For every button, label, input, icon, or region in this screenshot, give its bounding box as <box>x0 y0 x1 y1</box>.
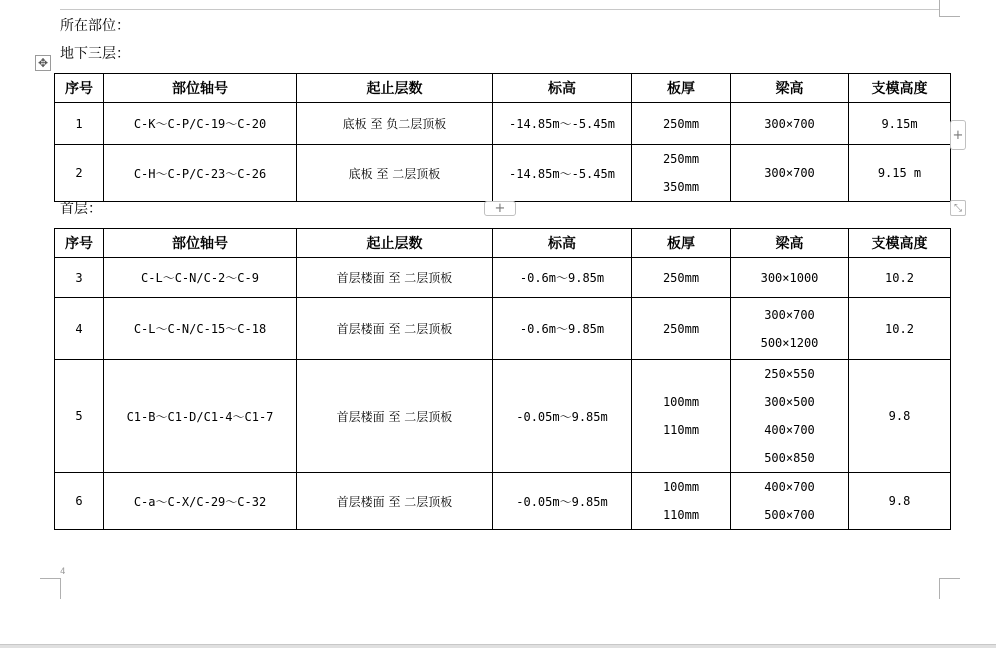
row-height: 9.8 <box>849 360 951 473</box>
row-height: 9.15 m <box>849 145 951 202</box>
row-elevation: -0.6m～9.85m <box>493 258 632 298</box>
row-no: 2 <box>55 145 104 202</box>
table-row <box>55 298 951 360</box>
table-row <box>55 145 951 202</box>
row-elevation: -14.85m～-5.45m <box>493 103 632 145</box>
row-floors: 首层楼面 至 二层顶板 <box>297 298 493 360</box>
row-elevation: -0.05m～9.85m <box>493 473 632 530</box>
row-height: 10.2 <box>849 298 951 360</box>
page-corner-marker-bottom-right <box>939 578 960 599</box>
col-header-floors: 起止层数 <box>297 74 493 103</box>
row-floors: 底板 至 二层顶板 <box>297 145 493 202</box>
col-header-beam: 梁高 <box>731 74 849 103</box>
row-floors: 首层楼面 至 二层顶板 <box>297 258 493 298</box>
col-header-slab: 板厚 <box>632 229 731 258</box>
row-elevation: -0.05m～9.85m <box>493 360 632 473</box>
row-height: 9.15m <box>849 103 951 145</box>
col-header-elevation: 标高 <box>493 229 632 258</box>
col-header-elevation: 标高 <box>493 74 632 103</box>
page-corner-marker-bottom-left <box>40 578 61 599</box>
row-axis: C-H～C-P/C-23～C-26 <box>104 145 297 202</box>
col-header-no: 序号 <box>55 74 104 103</box>
row-slab: 100mm 110mm <box>632 473 731 530</box>
row-beam: 300×700 500×1200 <box>731 298 849 360</box>
row-no: 1 <box>55 103 104 145</box>
table-row <box>55 103 951 145</box>
plus-icon[interactable]: + <box>950 120 966 150</box>
row-floors: 首层楼面 至 二层顶板 <box>297 473 493 530</box>
row-beam: 250×550 300×500 400×700 500×850 <box>731 360 849 473</box>
row-slab: 250mm <box>632 103 731 145</box>
col-header-floors: 起止层数 <box>297 229 493 258</box>
basement-label: 地下三层： <box>60 46 130 62</box>
row-no: 5 <box>55 360 104 473</box>
table-row <box>55 258 951 298</box>
row-height: 9.8 <box>849 473 951 530</box>
col-header-height: 支模高度 <box>849 229 951 258</box>
row-floors: 底板 至 负二层顶板 <box>297 103 493 145</box>
plus-icon: + <box>494 201 506 216</box>
row-axis: C-a～C-X/C-29～C-32 <box>104 473 297 530</box>
page-top-border <box>60 9 940 10</box>
row-beam: 300×700 <box>731 103 849 145</box>
col-header-axis: 部位轴号 <box>104 74 297 103</box>
col-header-height: 支模高度 <box>849 74 951 103</box>
row-slab: 250mm <box>632 258 731 298</box>
row-elevation: -14.85m～-5.45m <box>493 145 632 202</box>
col-header-beam: 梁高 <box>731 229 849 258</box>
col-header-no: 序号 <box>55 229 104 258</box>
ground-floor-table <box>54 228 951 530</box>
row-slab: 100mm 110mm <box>632 360 731 473</box>
header-row <box>55 229 951 258</box>
resize-diagonal-icon[interactable]: ⤡ <box>950 200 966 216</box>
row-slab: 250mm <box>632 298 731 360</box>
row-axis: C-L～C-N/C-2～C-9 <box>104 258 297 298</box>
page-corner-marker-top-right <box>939 0 960 17</box>
row-no: 4 <box>55 298 104 360</box>
table-row <box>55 473 951 530</box>
row-beam: 300×700 <box>731 145 849 202</box>
location-label: 所在部位： <box>60 18 130 34</box>
page-bottom-edge <box>0 644 996 648</box>
row-beam: 300×1000 <box>731 258 849 298</box>
basement-table <box>54 73 951 202</box>
page-number: 4 <box>60 567 66 577</box>
move-arrows-icon[interactable]: ✥ <box>35 55 51 71</box>
row-no: 3 <box>55 258 104 298</box>
table-row <box>55 360 951 473</box>
row-floors: 首层楼面 至 二层顶板 <box>297 360 493 473</box>
row-elevation: -0.6m～9.85m <box>493 298 632 360</box>
row-height: 10.2 <box>849 258 951 298</box>
add-row-button[interactable] <box>484 201 516 216</box>
col-header-axis: 部位轴号 <box>104 229 297 258</box>
row-no: 6 <box>55 473 104 530</box>
row-slab: 250mm 350mm <box>632 145 731 202</box>
ground-floor-label: 首层： <box>60 201 102 217</box>
row-axis: C-L～C-N/C-15～C-18 <box>104 298 297 360</box>
row-beam: 400×700 500×700 <box>731 473 849 530</box>
col-header-slab: 板厚 <box>632 74 731 103</box>
header-row <box>55 74 951 103</box>
row-axis: C-K～C-P/C-19～C-20 <box>104 103 297 145</box>
row-axis: C1-B～C1-D/C1-4～C1-7 <box>104 360 297 473</box>
